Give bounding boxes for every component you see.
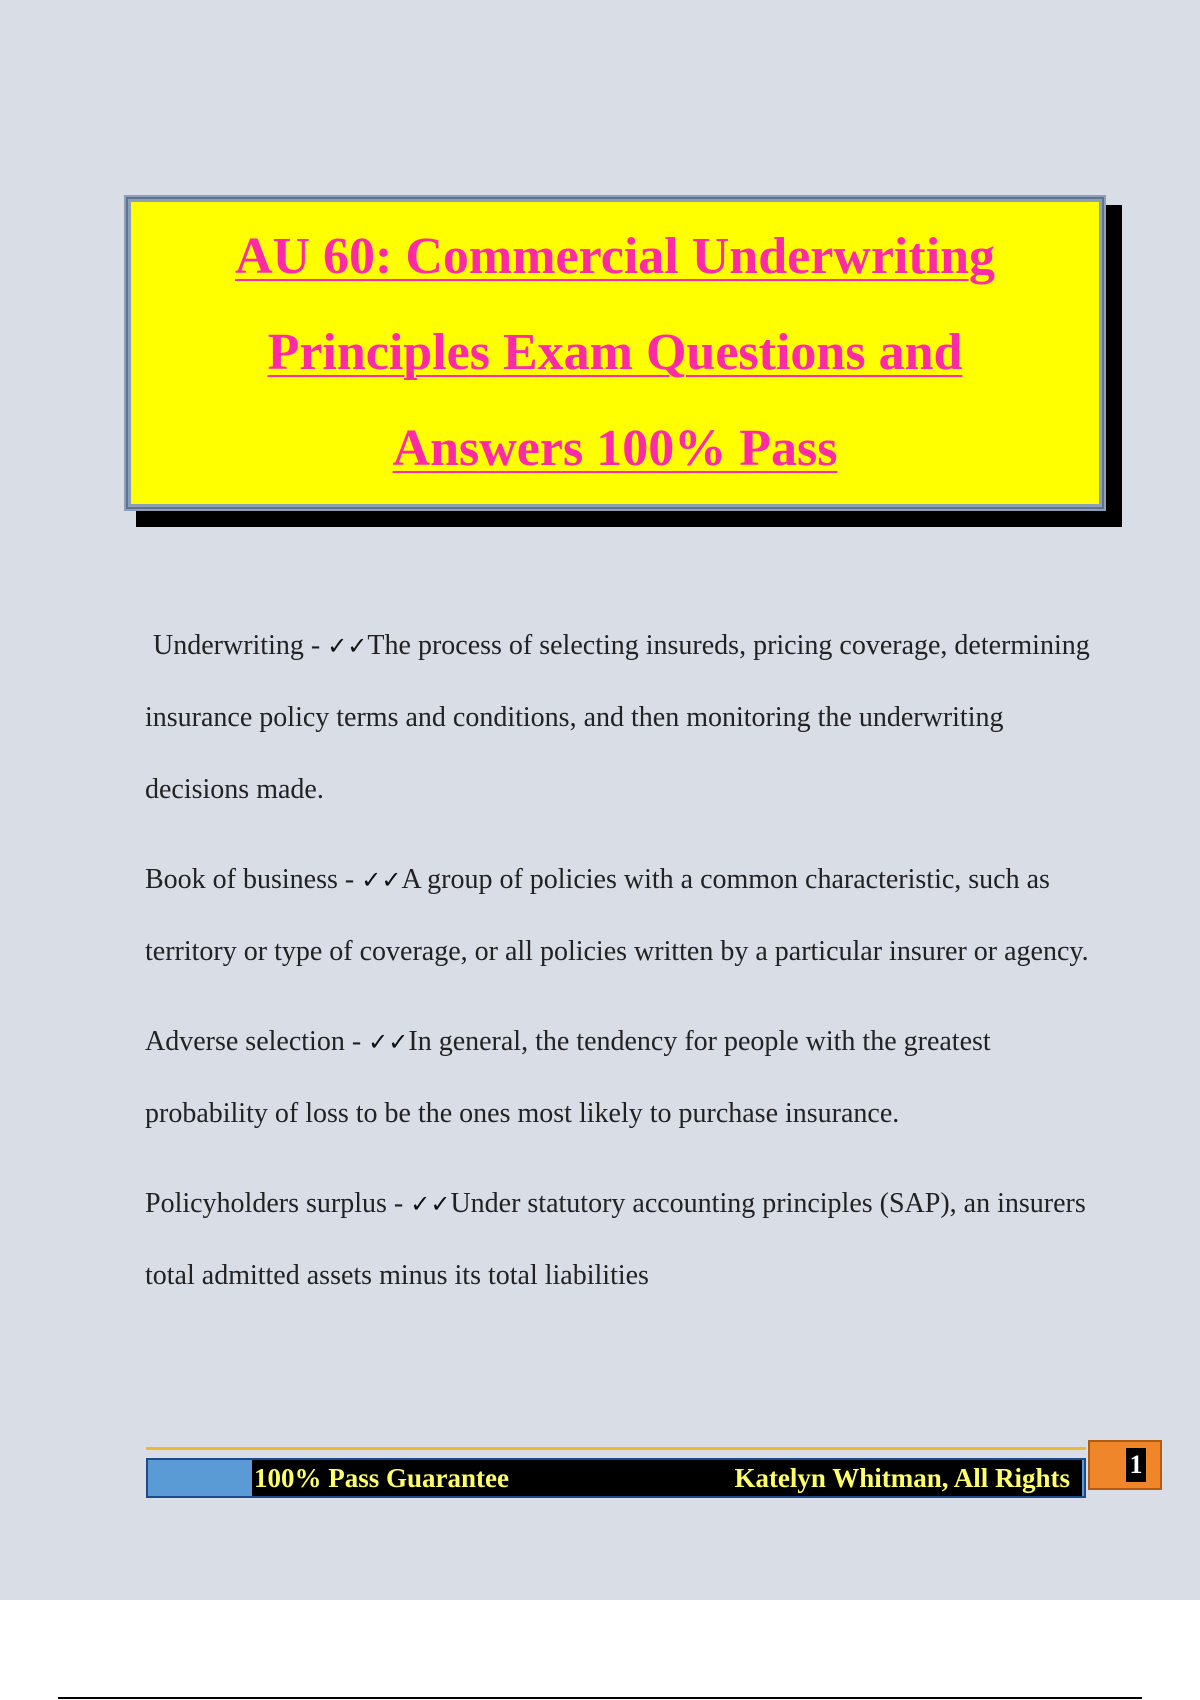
qa-entry-policyholders-surplus: Policyholders surplus - ✓✓Under statutory accounting principles (SAP), an insurers total admitted assets minus its total liabilities	[145, 1188, 1086, 1291]
document-title: AU 60: Commercial Underwriting Principles Exam Questions and Answers 100% Pass	[234, 228, 996, 477]
double-check-icon: ✓✓	[327, 632, 368, 660]
page-bottom-rule	[58, 1697, 1142, 1699]
entry-term: Book of business	[145, 864, 338, 895]
document-content	[145, 610, 1095, 1330]
page-number: 1	[1126, 1448, 1146, 1482]
entry-definition: Under statutory accounting principles (SAP), an insurers total admitted assets minus its total liabilities	[145, 1188, 1086, 1291]
qa-entry-underwriting: Underwriting - ✓✓The process of selecting insureds, pricing coverage, determining insurance policy terms and conditions, and then monitoring the underwriting decisions made.	[145, 630, 1090, 805]
footer-right-text: Katelyn Whitman, All Rights	[734, 1463, 1070, 1493]
entry-definition: The process of selecting insureds, pricing coverage, determining insurance policy terms and conditions, and then monitoring the underwriting decisions made.	[145, 630, 1090, 805]
entry-definition: A group of policies with a common characteristic, such as territory or type of coverage, or all policies written by a particular insurer or agency.	[145, 864, 1089, 967]
title-box	[124, 195, 1106, 511]
footer-bar	[146, 1458, 1086, 1498]
entry-term: Adverse selection	[145, 1026, 345, 1057]
entry-definition: In general, the tendency for people with the greatest probability of loss to be the ones most likely to purchase insurance.	[145, 1026, 991, 1129]
entry-term: Underwriting	[153, 630, 304, 661]
double-check-icon: ✓✓	[368, 1028, 409, 1056]
footer-divider	[146, 1447, 1086, 1450]
qa-entry-book-of-business: Book of business - ✓✓A group of policies with a common characteristic, such as territory or type of coverage, or all policies written by a particular insurer or agency.	[145, 864, 1089, 967]
footer-left-text: 100% Pass Guarantee	[254, 1463, 509, 1493]
double-check-icon: ✓✓	[361, 866, 402, 894]
page-number-box	[1088, 1440, 1162, 1490]
entry-term: Policyholders surplus	[145, 1188, 387, 1219]
double-check-icon: ✓✓	[410, 1190, 451, 1218]
qa-entry-adverse-selection: Adverse selection - ✓✓In general, the tendency for people with the greatest probability of loss to be the ones most likely to purchase insurance.	[145, 1026, 991, 1129]
